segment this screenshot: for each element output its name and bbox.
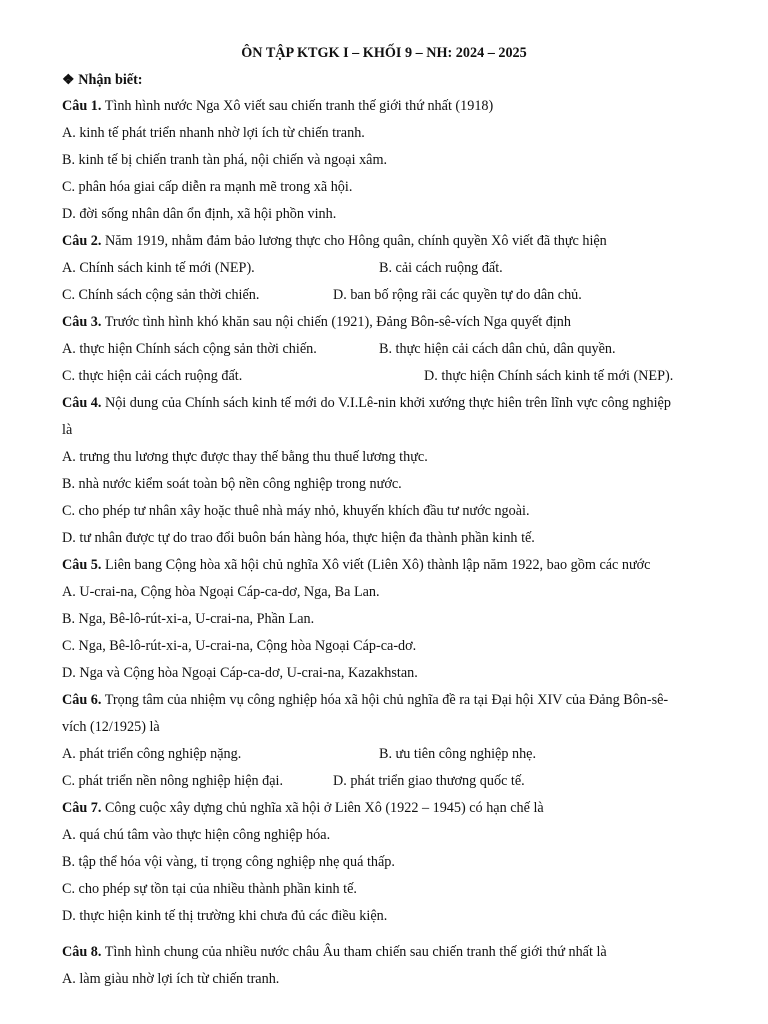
question-label: Câu 8. [62,944,102,960]
question-text: Công cuộc xây dựng chủ nghĩa xã hội ở Liên Xô (1922 – 1945) có hạn chế là [104,800,544,816]
option-row [62,286,712,313]
question-text: Nội dung của Chính sách kinh tế mới do V.I.Lê-nin khởi xướng thực hiên trên lĩnh vực công nghiệp [104,395,671,411]
option-row [62,340,712,367]
option-a: A. thực hiện Chính sách cộng sản thời chiến. [62,341,317,357]
question-label: Câu 1. [62,98,102,114]
question-text: Tình hình chung của nhiều nước châu Âu tham chiến sau chiến tranh thế giới thứ nhất là [104,944,607,960]
document-title: ÔN TẬP KTGK I – KHỐI 9 – NH: 2024 – 2025 [241,45,527,61]
question-list [62,97,712,997]
question-8 [62,943,712,970]
question-label: Câu 6. [62,692,102,708]
question-label: Câu 7. [62,800,102,816]
question-label: Câu 3. [62,314,102,330]
question-label: Câu 4. [62,395,102,411]
option-row [62,772,712,799]
option-a: A. U-crai-na, Cộng hòa Ngoại Cáp-ca-dơ, Nga, Ba Lan. [62,584,380,600]
option-a: A. phát triển công nghiệp nặng. [62,746,242,762]
option-d: D. thực hiện kinh tế thị trường khi chưa đủ các điều kiện. [62,908,388,924]
option-b: B. cải cách ruộng đất. [379,260,503,276]
option-b: B. kinh tế bị chiến tranh tàn phá, nội chiến và ngoại xâm. [62,152,388,168]
diamond-bullet-icon: ❖ [62,72,75,88]
question-label: Câu 5. [62,557,102,573]
option-b: B. tập thể hóa vội vàng, tỉ trọng công nghiệp nhẹ quá thấp. [62,854,395,870]
option-c: C. phát triển nền nông nghiệp hiện đại. [62,773,284,789]
question-text: Trước tình hình khó khăn sau nội chiến (1921), Đảng Bôn-sê-vích Nga quyết định [104,314,571,330]
option-c: C. phân hóa giai cấp diễn ra mạnh mẽ trong xã hội. [62,179,353,195]
question-text: Liên bang Cộng hòa xã hội chủ nghĩa Xô viết (Liên Xô) thành lập năm 1922, bao gồm các nước [104,557,651,573]
option-b: B. Nga, Bê-lô-rút-xi-a, U-crai-na, Phần Lan. [62,611,315,627]
question-4 [62,394,712,421]
option-d: D. Nga và Cộng hòa Ngoại Cáp-ca-dơ, U-crai-na, Kazakhstan. [62,665,418,681]
option-a: A. kinh tế phát triển nhanh nhờ lợi ích từ chiến tranh. [62,125,365,141]
question-1 [62,97,712,124]
option-c: C. cho phép tư nhân xây hoặc thuê nhà máy nhỏ, khuyến khích đầu tư nước ngoài. [62,503,530,519]
question-label: Câu 2. [62,233,102,249]
question-5 [62,556,712,583]
option-d: D. tư nhân được tự do trao đổi buôn bán hàng hóa, thực hiện đa thành phần kinh tế. [62,530,535,546]
option-a: A. trưng thu lương thực được thay thế bằng thu thuế lương thực. [62,449,428,465]
option-d: D. phát triển giao thương quốc tế. [333,773,525,789]
question-7 [62,799,712,826]
question-text-continued: là [62,422,73,438]
question-6 [62,691,712,718]
option-row [62,745,712,772]
option-c: C. Chính sách cộng sản thời chiến. [62,287,260,303]
option-b: B. thực hiện cải cách dân chủ, dân quyền. [379,341,616,357]
section-label: Nhận biết: [78,72,143,88]
option-d: D. ban bố rộng rãi các quyền tự do dân chủ. [333,287,582,303]
question-text: Trọng tâm của nhiệm vụ công nghiệp hóa xã hội chủ nghĩa đề ra tại Đại hội XIV của Đảng Bôn-sê- [104,692,669,708]
option-row [62,367,712,394]
question-text: Năm 1919, nhằm đảm bảo lương thực cho Hông quân, chính quyền Xô viết đã thực hiện [104,233,607,249]
question-text-continued: vích (12/1925) là [62,719,160,735]
option-row [62,259,712,286]
question-2 [62,232,712,259]
section-heading [62,70,143,90]
option-a: A. làm giàu nhờ lợi ích từ chiến tranh. [62,971,280,987]
option-b: B. ưu tiên công nghiệp nhẹ. [379,746,537,762]
spacer [62,934,712,943]
option-d: D. đời sống nhân dân ổn định, xã hội phồn vinh. [62,206,337,222]
option-b: B. nhà nước kiểm soát toàn bộ nền công nghiệp trong nước. [62,476,402,492]
option-d: D. thực hiện Chính sách kinh tế mới (NEP). [424,368,674,384]
option-c: C. thực hiện cải cách ruộng đất. [62,368,243,384]
option-a: A. quá chú tâm vào thực hiện công nghiệp hóa. [62,827,331,843]
option-a: A. Chính sách kinh tế mới (NEP). [62,260,255,276]
option-c: C. cho phép sự tồn tại của nhiều thành phần kinh tế. [62,881,357,897]
option-c: C. Nga, Bê-lô-rút-xi-a, U-crai-na, Cộng hòa Ngoại Cáp-ca-dơ. [62,638,417,654]
question-3 [62,313,712,340]
question-text: Tình hình nước Nga Xô viết sau chiến tranh thế giới thứ nhất (1918) [104,98,494,114]
